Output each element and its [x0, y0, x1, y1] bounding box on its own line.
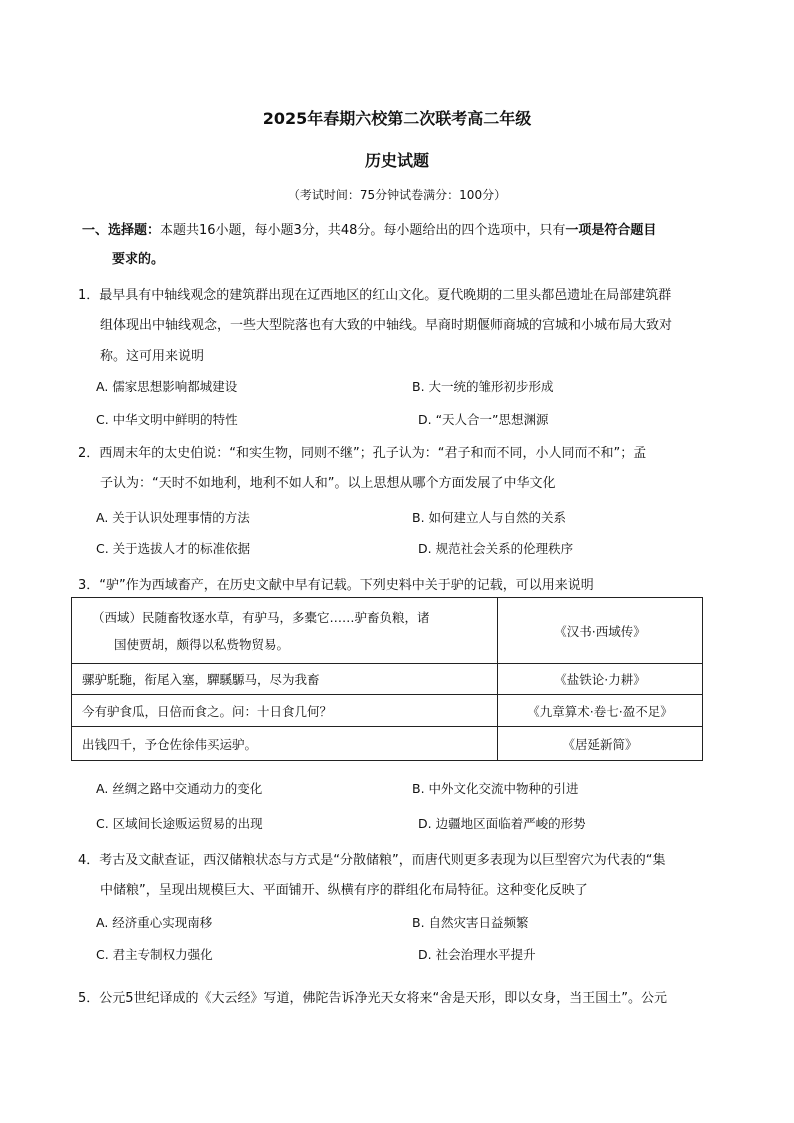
question-number: 4．	[78, 853, 100, 868]
section-instructions: 本题共16小题，每小题3分，共48分。每小题给出的四个选项中，只有	[160, 223, 566, 238]
question-text: 西周末年的太史伯说：“和实生物，同则不继”；孔子认为：“君子和而不同，小人同而不和”；孟	[99, 446, 647, 461]
question-number: 3．	[78, 578, 100, 593]
table-cell-text: 今有驴食瓜，日倍而食之。问：十日食几何？	[72, 695, 498, 727]
option-b[interactable]: B. 自然灾害日益频繁	[412, 915, 529, 930]
option-b[interactable]: B. 如何建立人与自然的关系	[412, 510, 567, 525]
question-text: 最早具有中轴线观念的建筑群出现在辽西地区的红山文化。夏代晚期的二里头都邑遗址在局部建筑群	[99, 288, 672, 303]
option-c[interactable]: C. 关于选拔人才的标准依据	[96, 541, 251, 556]
question-number: 2．	[78, 446, 100, 461]
option-c[interactable]: C. 中华文明中鲜明的特性	[96, 412, 238, 427]
table-text-line: （西域）民随畜牧逐水草，有驴马，多橐它……驴畜负粮，诸	[92, 609, 430, 625]
option-a[interactable]: A. 丝绸之路中交通动力的变化	[96, 781, 263, 796]
section-emphasis: 一项是符合题目	[565, 223, 657, 238]
section-heading-cont: 要求的。	[112, 252, 165, 267]
subject-title: 历史试题	[364, 151, 429, 170]
table-cell-source: 《九章算术·卷七·盈不足》	[498, 695, 703, 727]
question-text: 子认为：“天时不如地利，地利不如人和”。以上思想从哪个方面发展了中华文化	[100, 476, 556, 491]
table-cell-text: 骡驴馲駞，衔尾入塞，驒騱騵马，尽为我畜	[72, 664, 498, 695]
question-text: “驴”作为西域畜产，在历史文献中早有记载。下列史料中关于驴的记载，可以用来说明	[99, 578, 594, 593]
table-row	[72, 598, 703, 664]
question-text: 考古及文献查证，西汉储粮状态与方式是“分散储粮”，而唐代则更多表现为以巨型窖穴为代表的“集	[99, 853, 666, 868]
section-heading	[82, 219, 656, 238]
table-cell-text: 出钱四千，予仓佐徐伟买运驴。	[72, 727, 498, 761]
question-text: 称。这可用来说明	[100, 349, 205, 364]
option-b[interactable]: B. 中外文化交流中物种的引进	[412, 781, 579, 796]
option-c[interactable]: C. 君主专制权力强化	[96, 947, 213, 962]
question-number: 1．	[78, 288, 100, 303]
table-row	[72, 727, 703, 761]
exam-title: 2025年春期六校第二次联考高二年级	[262, 109, 532, 128]
option-c[interactable]: C. 区域间长途贩运贸易的出现	[96, 816, 263, 831]
section-label: 一、选择题：	[82, 223, 161, 238]
question-text: 中储粮”，呈现出规模巨大、平面铺开、纵横有序的群组化布局特征。这种变化反映了	[100, 883, 588, 898]
table-cell-source: 《汉书·西域传》	[498, 598, 703, 664]
option-a[interactable]: A. 儒家思想影响都城建设	[96, 379, 238, 394]
table-cell-text	[72, 598, 498, 664]
source-table	[71, 597, 703, 761]
table-row	[72, 695, 703, 727]
option-d[interactable]: D. 规范社会关系的伦理秩序	[418, 541, 574, 556]
question-text: 公元5世纪译成的《大云经》写道，佛陀告诉净光天女将来“舍是天形，即以女身，当王国土”。公元	[99, 991, 668, 1006]
table-row	[72, 664, 703, 695]
question-number: 5．	[78, 991, 100, 1006]
table-cell-source: 《居延新简》	[498, 727, 703, 761]
table-text-line: 国使贾胡，颇得以私赀物贸易。	[114, 636, 290, 652]
option-d[interactable]: D. “天人合一”思想渊源	[418, 412, 549, 427]
question-text: 组体现出中轴线观念，一些大型院落也有大致的中轴线。早商时期偃师商城的宫城和小城布局大致对	[100, 318, 673, 333]
exam-info: （考试时间：75分钟试卷满分：100分）	[287, 188, 507, 202]
table-cell-source: 《盐铁论·力耕》	[498, 664, 703, 695]
option-a[interactable]: A. 经济重心实现南移	[96, 915, 213, 930]
option-a[interactable]: A. 关于认识处理事情的方法	[96, 510, 250, 525]
option-b[interactable]: B. 大一统的雏形初步形成	[412, 379, 554, 394]
option-d[interactable]: D. 边疆地区面临着严峻的形势	[418, 816, 586, 831]
option-d[interactable]: D. 社会治理水平提升	[418, 947, 536, 962]
